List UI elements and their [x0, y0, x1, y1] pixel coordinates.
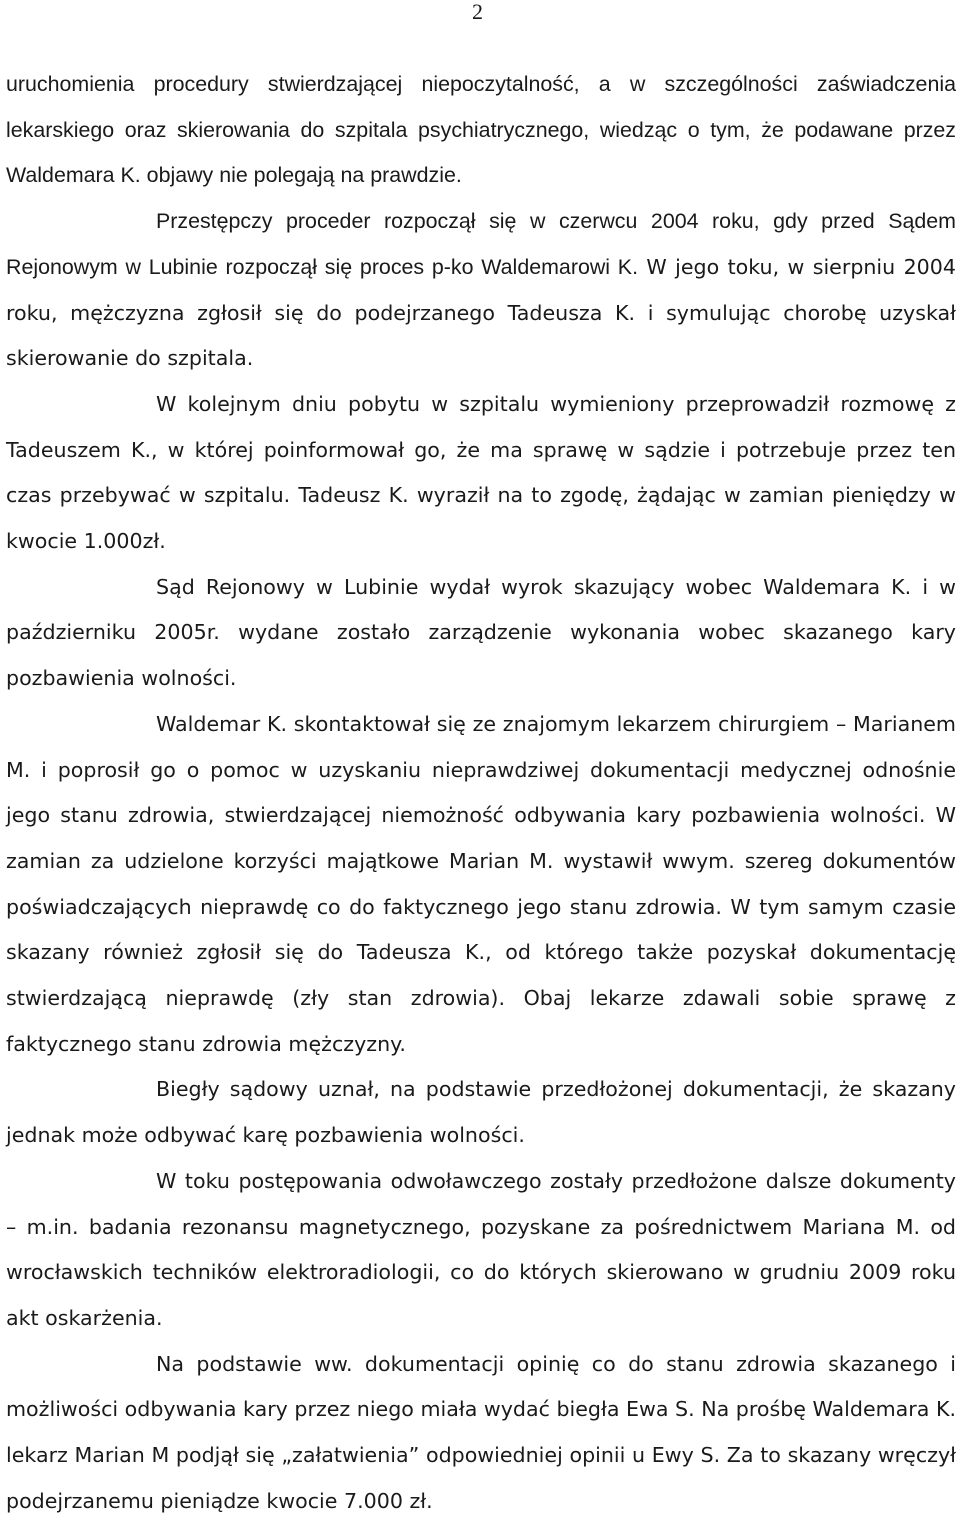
- paragraph-6: [6, 1067, 956, 1158]
- page-number: 2: [472, 0, 483, 24]
- paragraph-4: [6, 565, 956, 702]
- paragraph-5: [6, 702, 956, 1068]
- paragraph-7-text: W toku postępowania odwoławczego zostały przedłożone dalsze dokumenty – m.in. badania rezonansu magnetycznego, pozyskane za pośrednictwem Mariana M. od wrocławskich techników elektroradiologii, co do których skierowano w grudniu 2009 roku akt oskarżenia.: [6, 1168, 956, 1330]
- paragraph-4-text: Sąd Rejonowy w Lubinie wydał wyrok skazujący wobec Waldemara K. i w październiku 2005r. wydane zostało zarządzenie wykonania wobec skazanego kary pozbawienia wolności.: [6, 574, 956, 691]
- paragraph-5-text: Waldemar K. skontaktował się ze znajomym lekarzem chirurgiem – Marianem M. i poprosił go o pomoc w uzyskaniu nieprawdziwej dokumentacji medycznej odnośnie jego stanu zdrowia, stwierdzającej niemożność odbywania kary pozbawienia wolności. W zamian za udzielone korzyści majątkowe Marian M. wystawił wwym. szereg dokumentów poświadczających nieprawdę co do faktycznego jego stanu zdrowia. W tym samym czasie skazany również zgłosił się do Tadeusza K., od którego także pozyskał dokumentację stwierdzającą nieprawdę (zły stan zdrowia). Obaj lekarze zdawali sobie sprawę z faktycznego stanu zdrowia mężczyzny.: [6, 711, 956, 1056]
- paragraph-2-text-b: W jego toku, w sierpniu 2004 roku, mężczyzna zgłosił się do podejrzanego Tadeusza K. i symulując chorobę uzyskał skierowanie do szpitala.: [6, 254, 956, 371]
- paragraph-6-text: Biegły sądowy uznał, na podstawie przedłożonej dokumentacji, że skazany jednak może odbywać karę pozbawienia wolności.: [6, 1077, 956, 1148]
- paragraph-3-text: W kolejnym dniu pobytu w szpitalu wymieniony przeprowadził rozmowę z Tadeuszem K., w której poinformował go, że ma sprawę w sądzie i potrzebuje przez ten czas przebywać w szpitalu. Tadeusz K. wyraził na to zgodę, żądając w zamian pieniędzy w kwocie 1.000zł.: [6, 391, 956, 554]
- paragraph-2-text-a: Przestępczy proceder rozpoczął się w czerwcu 2004 roku, gdy przed Sądem Rejonowym w Lubinie rozpoczął się proces p-ko Waldemarowi K.: [6, 209, 956, 279]
- paragraph-8-text: Na podstawie ww. dokumentacji opinię co do stanu zdrowia skazanego i możliwości odbywania kary przez niego miała wydać biegła Ewa S. Na prośbę Waldemara K. lekarz Marian M podjął się „załatwienia” odpowiedniej opinii u Ewy S. Za to skazany wręczył podejrzanemu pieniądze kwocie 7.000 zł.: [6, 1351, 956, 1513]
- document-body: [6, 62, 956, 1525]
- paragraph-2: [6, 199, 956, 382]
- paragraph-1-text: uruchomienia procedury stwierdzającej niepoczytalność, a w szczególności zaświadczenia lekarskiego oraz skierowania do szpitala psychiatrycznego, wiedząc o tym, że podawane przez Waldemara K. objawy nie polegają na prawdzie.: [6, 72, 956, 188]
- paragraph-1: [6, 62, 956, 199]
- paragraph-7: [6, 1159, 956, 1342]
- paragraph-8: [6, 1342, 956, 1525]
- paragraph-3: [6, 382, 956, 565]
